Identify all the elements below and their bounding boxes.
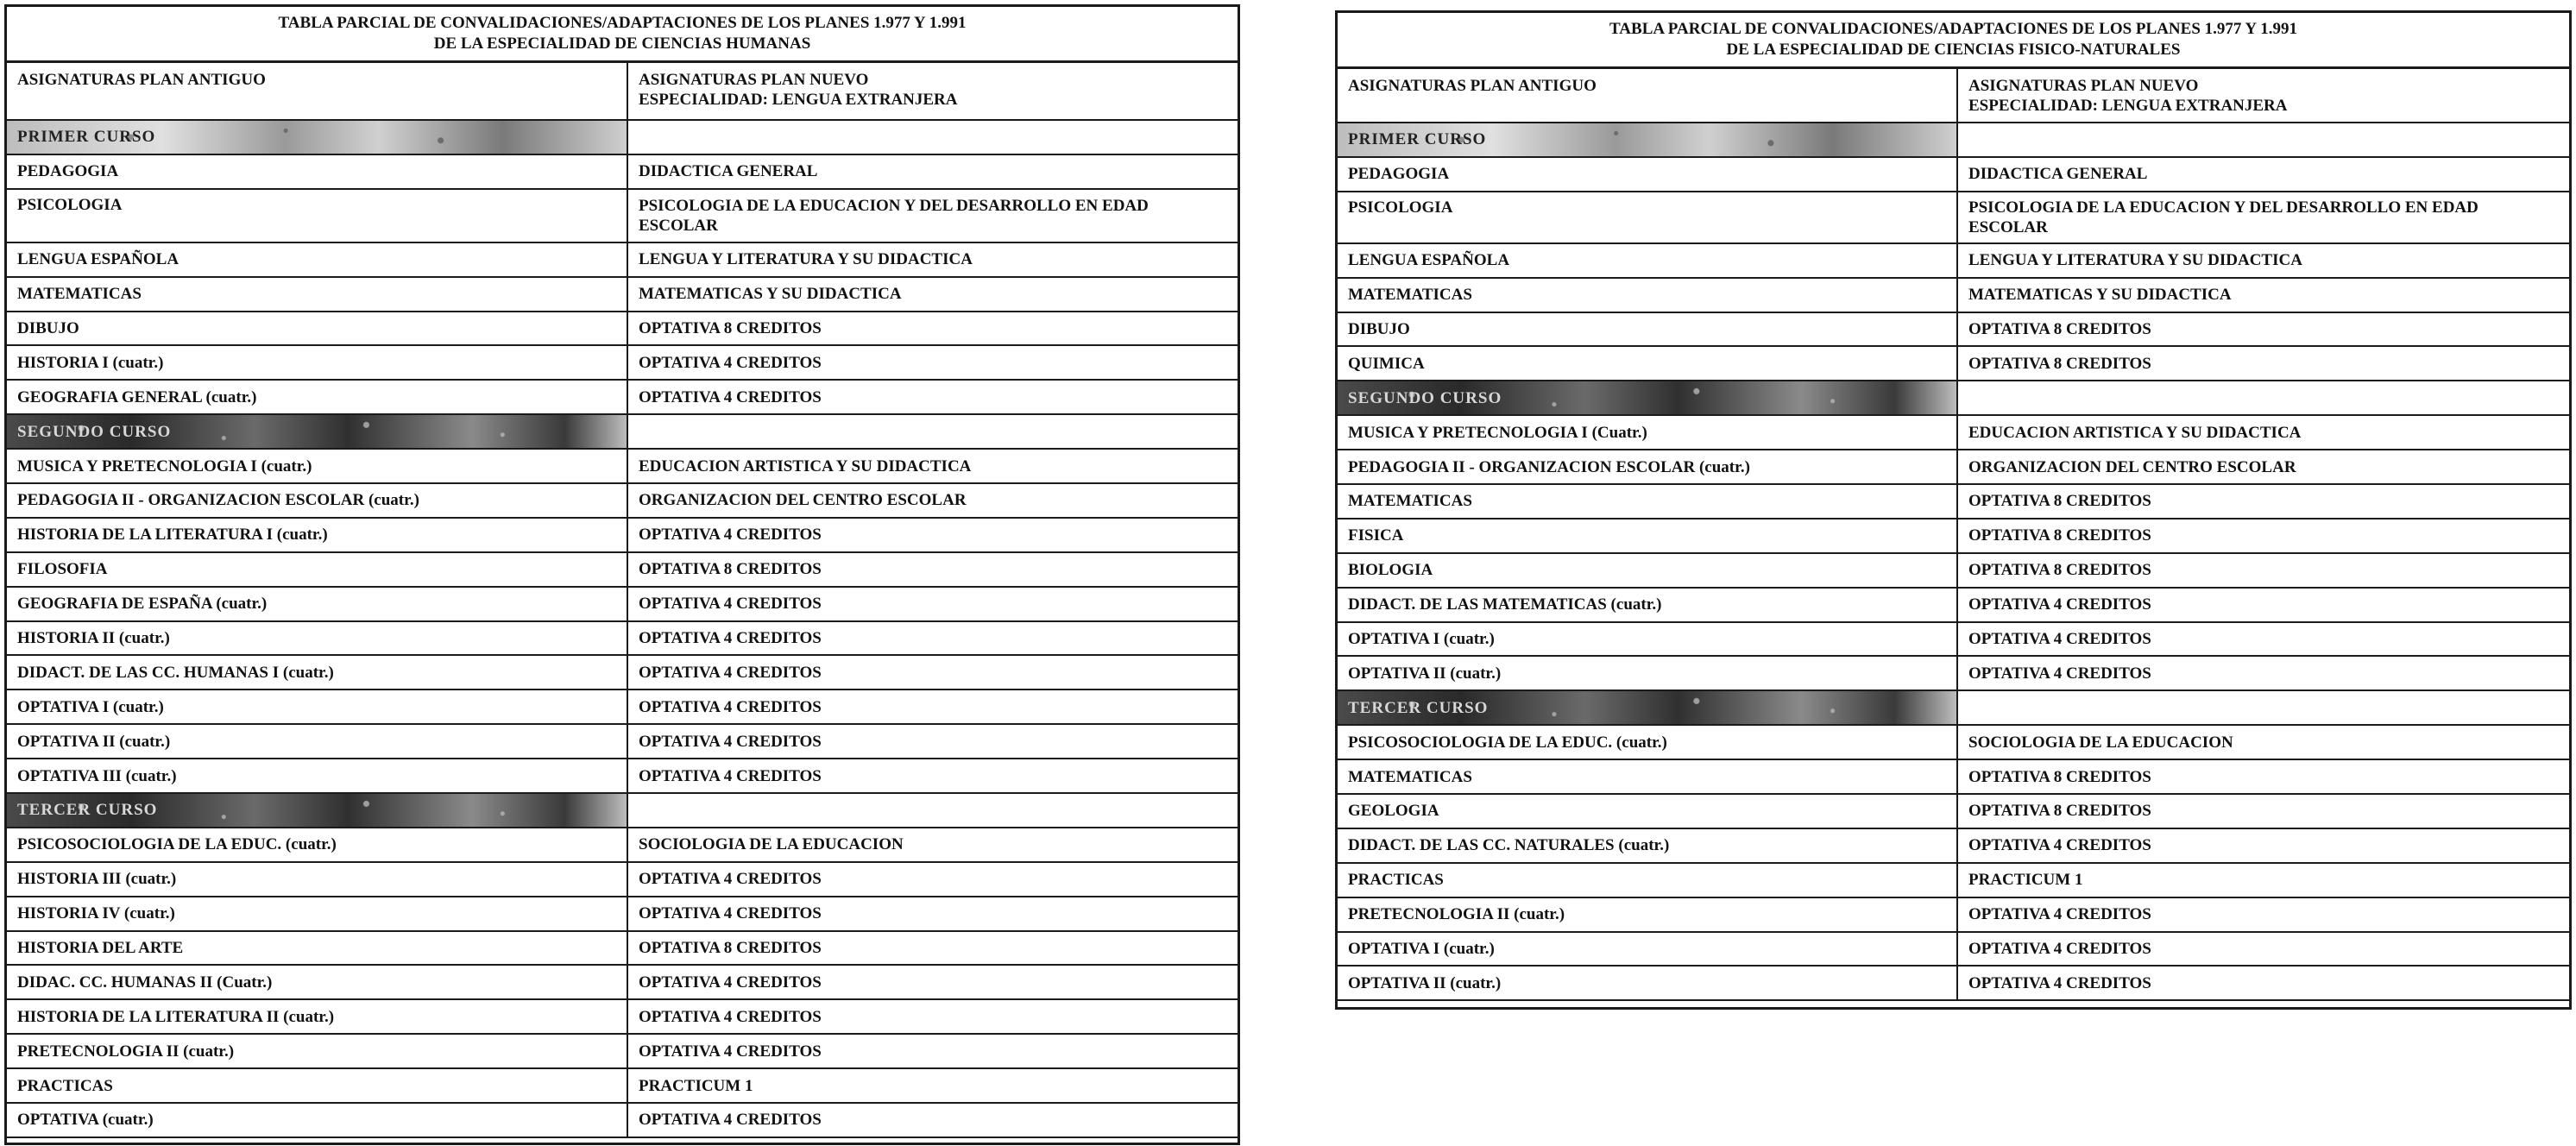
old-subject: GEOGRAFIA GENERAL (cuatr.) bbox=[7, 380, 627, 414]
table-row bbox=[1338, 519, 2569, 553]
table-row bbox=[1338, 863, 2569, 897]
table-row bbox=[7, 552, 1238, 587]
section-row bbox=[7, 793, 1238, 828]
new-subject: LENGUA Y LITERATURA Y SU DIDACTICA bbox=[627, 242, 1238, 277]
old-subject: GEOGRAFIA DE ESPAÑA (cuatr.) bbox=[7, 587, 627, 621]
table-row bbox=[7, 621, 1238, 656]
section-label: SEGUNDO CURSO bbox=[7, 414, 627, 449]
old-subject: OPTATIVA (cuatr.) bbox=[7, 1103, 627, 1137]
table-row bbox=[7, 189, 1238, 242]
table-row bbox=[1338, 794, 2569, 828]
new-subject: OPTATIVA 4 CREDITOS bbox=[1957, 828, 2569, 863]
new-subject: MATEMATICAS Y SU DIDACTICA bbox=[627, 277, 1238, 312]
header-row bbox=[7, 63, 1238, 120]
old-subject: DIDACT. DE LAS MATEMATICAS (cuatr.) bbox=[1338, 588, 1957, 622]
header-old-plan: ASIGNATURAS PLAN ANTIGUO bbox=[1338, 69, 1957, 123]
new-subject: OPTATIVA 4 CREDITOS bbox=[1957, 622, 2569, 657]
old-subject: MUSICA Y PRETECNOLOGIA I (Cuatr.) bbox=[1338, 415, 1957, 450]
new-subject: PSICOLOGIA DE LA EDUCACION Y DEL DESARROLLO EN EDAD ESCOLAR bbox=[627, 189, 1238, 242]
old-subject: MATEMATICAS bbox=[1338, 759, 1957, 794]
table-row bbox=[7, 931, 1238, 966]
table-row bbox=[1338, 484, 2569, 519]
table-row bbox=[7, 154, 1238, 189]
section-row bbox=[1338, 381, 2569, 415]
old-subject: QUIMICA bbox=[1338, 346, 1957, 381]
convalidation-table bbox=[7, 63, 1238, 1138]
old-subject: PRACTICAS bbox=[1338, 863, 1957, 897]
table-row bbox=[1338, 312, 2569, 347]
new-subject: OPTATIVA 4 CREDITOS bbox=[1957, 656, 2569, 690]
table-row bbox=[1338, 932, 2569, 967]
new-subject: OPTATIVA 4 CREDITOS bbox=[627, 965, 1238, 999]
table-row bbox=[1338, 450, 2569, 484]
new-subject: OPTATIVA 4 CREDITOS bbox=[627, 345, 1238, 380]
table-row bbox=[7, 999, 1238, 1034]
new-subject: OPTATIVA 4 CREDITOS bbox=[627, 655, 1238, 689]
table-row bbox=[1338, 278, 2569, 312]
new-subject: EDUCACION ARTISTICA Y SU DIDACTICA bbox=[627, 449, 1238, 483]
old-subject: HISTORIA IV (cuatr.) bbox=[7, 897, 627, 931]
old-subject: MUSICA Y PRETECNOLOGIA I (cuatr.) bbox=[7, 449, 627, 483]
section-row bbox=[7, 120, 1238, 154]
old-subject: PEDAGOGIA II - ORGANIZACION ESCOLAR (cuatr.) bbox=[1338, 450, 1957, 484]
new-subject: OPTATIVA 4 CREDITOS bbox=[627, 587, 1238, 621]
old-subject: LENGUA ESPAÑOLA bbox=[7, 242, 627, 277]
new-subject: ORGANIZACION DEL CENTRO ESCOLAR bbox=[1957, 450, 2569, 484]
old-subject: PSICOSOCIOLOGIA DE LA EDUC. (cuatr.) bbox=[1338, 725, 1957, 759]
old-subject: MATEMATICAS bbox=[1338, 278, 1957, 312]
old-subject: DIBUJO bbox=[1338, 312, 1957, 347]
old-subject: OPTATIVA II (cuatr.) bbox=[1338, 966, 1957, 1000]
new-subject: SOCIOLOGIA DE LA EDUCACION bbox=[627, 828, 1238, 862]
old-subject: PSICOLOGIA bbox=[7, 189, 627, 242]
table-row bbox=[7, 518, 1238, 552]
old-subject: PRACTICAS bbox=[7, 1068, 627, 1103]
table-row bbox=[7, 483, 1238, 518]
table-row bbox=[1338, 157, 2569, 192]
old-subject: PEDAGOGIA II - ORGANIZACION ESCOLAR (cuatr.) bbox=[7, 483, 627, 518]
title-line-2: DE LA ESPECIALIDAD DE CIENCIAS HUMANAS bbox=[433, 35, 811, 53]
new-subject: OPTATIVA 8 CREDITOS bbox=[627, 931, 1238, 966]
section-row bbox=[1338, 690, 2569, 725]
new-subject: MATEMATICAS Y SU DIDACTICA bbox=[1957, 278, 2569, 312]
table-title bbox=[7, 7, 1238, 63]
table-row bbox=[7, 449, 1238, 483]
table-row bbox=[7, 862, 1238, 897]
old-subject: BIOLOGIA bbox=[1338, 553, 1957, 588]
section-empty-cell bbox=[627, 120, 1238, 154]
old-subject: PSICOLOGIA bbox=[1338, 192, 1957, 243]
old-subject: OPTATIVA II (cuatr.) bbox=[1338, 656, 1957, 690]
old-subject: LENGUA ESPAÑOLA bbox=[1338, 243, 1957, 278]
table-row bbox=[7, 689, 1238, 724]
new-subject: OPTATIVA 4 CREDITOS bbox=[1957, 897, 2569, 932]
section-empty-cell bbox=[1957, 690, 2569, 725]
header-old-plan: ASIGNATURAS PLAN ANTIGUO bbox=[7, 63, 627, 120]
header-new-plan-line2: ESPECIALIDAD: LENGUA EXTRANJERA bbox=[1968, 97, 2288, 115]
old-subject: DIBUJO bbox=[7, 312, 627, 346]
new-subject: DIDACTICA GENERAL bbox=[627, 154, 1238, 189]
new-subject: OPTATIVA 4 CREDITOS bbox=[627, 862, 1238, 897]
section-row bbox=[1338, 123, 2569, 157]
old-subject: OPTATIVA I (cuatr.) bbox=[1338, 622, 1957, 657]
new-subject: OPTATIVA 8 CREDITOS bbox=[1957, 346, 2569, 381]
table-row bbox=[7, 828, 1238, 862]
table-ciencias-humanas bbox=[4, 4, 1240, 1145]
old-subject: PSICOSOCIOLOGIA DE LA EDUC. (cuatr.) bbox=[7, 828, 627, 862]
table-row bbox=[7, 1034, 1238, 1068]
table-row bbox=[1338, 346, 2569, 381]
new-subject: OPTATIVA 8 CREDITOS bbox=[1957, 759, 2569, 794]
section-label: PRIMER CURSO bbox=[1338, 123, 1957, 157]
old-subject: HISTORIA II (cuatr.) bbox=[7, 621, 627, 656]
header-row bbox=[1338, 69, 2569, 123]
table-row bbox=[1338, 192, 2569, 243]
new-subject: OPTATIVA 4 CREDITOS bbox=[627, 897, 1238, 931]
table-row bbox=[7, 897, 1238, 931]
table-row bbox=[1338, 553, 2569, 588]
table-row bbox=[1338, 759, 2569, 794]
old-subject: GEOLOGIA bbox=[1338, 794, 1957, 828]
new-subject: OPTATIVA 4 CREDITOS bbox=[627, 689, 1238, 724]
new-subject: OPTATIVA 8 CREDITOS bbox=[1957, 553, 2569, 588]
table-row bbox=[1338, 725, 2569, 759]
table-row bbox=[7, 1103, 1238, 1137]
new-subject: OPTATIVA 4 CREDITOS bbox=[627, 621, 1238, 656]
table-row bbox=[1338, 828, 2569, 863]
table-row bbox=[7, 724, 1238, 759]
new-subject: SOCIOLOGIA DE LA EDUCACION bbox=[1957, 725, 2569, 759]
table-row bbox=[1338, 415, 2569, 450]
table-row bbox=[1338, 243, 2569, 278]
new-subject: OPTATIVA 8 CREDITOS bbox=[627, 552, 1238, 587]
old-subject: PRETECNOLOGIA II (cuatr.) bbox=[7, 1034, 627, 1068]
table-row bbox=[7, 965, 1238, 999]
section-label: TERCER CURSO bbox=[7, 793, 627, 828]
new-subject: OPTATIVA 8 CREDITOS bbox=[1957, 484, 2569, 519]
old-subject: HISTORIA I (cuatr.) bbox=[7, 345, 627, 380]
new-subject: OPTATIVA 8 CREDITOS bbox=[1957, 794, 2569, 828]
new-subject: OPTATIVA 4 CREDITOS bbox=[1957, 588, 2569, 622]
table-row bbox=[7, 277, 1238, 312]
convalidation-table bbox=[1338, 69, 2569, 1001]
header-new-plan-line1: ASIGNATURAS PLAN NUEVO bbox=[639, 71, 869, 89]
section-empty-cell bbox=[627, 414, 1238, 449]
table-row bbox=[1338, 588, 2569, 622]
section-empty-cell bbox=[627, 793, 1238, 828]
old-subject: HISTORIA III (cuatr.) bbox=[7, 862, 627, 897]
table-row bbox=[1338, 897, 2569, 932]
table-row bbox=[1338, 656, 2569, 690]
new-subject: EDUCACION ARTISTICA Y SU DIDACTICA bbox=[1957, 415, 2569, 450]
new-subject: OPTATIVA 4 CREDITOS bbox=[627, 380, 1238, 414]
table-row bbox=[7, 587, 1238, 621]
new-subject: OPTATIVA 4 CREDITOS bbox=[1957, 966, 2569, 1000]
table-ciencias-fisico-naturales bbox=[1335, 10, 2572, 1010]
old-subject: OPTATIVA I (cuatr.) bbox=[1338, 932, 1957, 967]
old-subject: MATEMATICAS bbox=[7, 277, 627, 312]
old-subject: FISICA bbox=[1338, 519, 1957, 553]
old-subject: OPTATIVA III (cuatr.) bbox=[7, 759, 627, 793]
table-row bbox=[7, 759, 1238, 793]
new-subject: OPTATIVA 4 CREDITOS bbox=[627, 1034, 1238, 1068]
new-subject: OPTATIVA 8 CREDITOS bbox=[1957, 312, 2569, 347]
section-label: SEGUNDO CURSO bbox=[1338, 381, 1957, 415]
old-subject: PEDAGOGIA bbox=[7, 154, 627, 189]
section-label: PRIMER CURSO bbox=[7, 120, 627, 154]
table-row bbox=[7, 1068, 1238, 1103]
old-subject: FILOSOFIA bbox=[7, 552, 627, 587]
old-subject: OPTATIVA II (cuatr.) bbox=[7, 724, 627, 759]
new-subject: PRACTICUM 1 bbox=[1957, 863, 2569, 897]
table-row bbox=[1338, 622, 2569, 657]
table-row bbox=[7, 242, 1238, 277]
header-new-plan-line1: ASIGNATURAS PLAN NUEVO bbox=[1968, 77, 2199, 95]
new-subject: OPTATIVA 8 CREDITOS bbox=[1957, 519, 2569, 553]
table-row bbox=[7, 655, 1238, 689]
title-line-1: TABLA PARCIAL DE CONVALIDACIONES/ADAPTACIONES DE LOS PLANES 1.977 Y 1.991 bbox=[1609, 20, 2297, 38]
table-title bbox=[1338, 13, 2569, 69]
old-subject: PEDAGOGIA bbox=[1338, 157, 1957, 192]
table-row bbox=[1338, 966, 2569, 1000]
table-row bbox=[7, 312, 1238, 346]
table-row bbox=[7, 345, 1238, 380]
header-new-plan bbox=[627, 63, 1238, 120]
section-empty-cell bbox=[1957, 123, 2569, 157]
section-label: TERCER CURSO bbox=[1338, 690, 1957, 725]
new-subject: OPTATIVA 4 CREDITOS bbox=[627, 1103, 1238, 1137]
section-empty-cell bbox=[1957, 381, 2569, 415]
new-subject: DIDACTICA GENERAL bbox=[1957, 157, 2569, 192]
new-subject: OPTATIVA 4 CREDITOS bbox=[627, 518, 1238, 552]
new-subject: OPTATIVA 8 CREDITOS bbox=[627, 312, 1238, 346]
old-subject: DIDACT. DE LAS CC. NATURALES (cuatr.) bbox=[1338, 828, 1957, 863]
header-new-plan bbox=[1957, 69, 2569, 123]
section-row bbox=[7, 414, 1238, 449]
new-subject: LENGUA Y LITERATURA Y SU DIDACTICA bbox=[1957, 243, 2569, 278]
old-subject: DIDAC. CC. HUMANAS II (Cuatr.) bbox=[7, 965, 627, 999]
new-subject: OPTATIVA 4 CREDITOS bbox=[627, 759, 1238, 793]
new-subject: ORGANIZACION DEL CENTRO ESCOLAR bbox=[627, 483, 1238, 518]
old-subject: PRETECNOLOGIA II (cuatr.) bbox=[1338, 897, 1957, 932]
old-subject: MATEMATICAS bbox=[1338, 484, 1957, 519]
new-subject: OPTATIVA 4 CREDITOS bbox=[1957, 932, 2569, 967]
new-subject: OPTATIVA 4 CREDITOS bbox=[627, 999, 1238, 1034]
old-subject: HISTORIA DE LA LITERATURA II (cuatr.) bbox=[7, 999, 627, 1034]
old-subject: OPTATIVA I (cuatr.) bbox=[7, 689, 627, 724]
old-subject: DIDACT. DE LAS CC. HUMANAS I (cuatr.) bbox=[7, 655, 627, 689]
header-new-plan-line2: ESPECIALIDAD: LENGUA EXTRANJERA bbox=[639, 91, 958, 109]
title-line-1: TABLA PARCIAL DE CONVALIDACIONES/ADAPTACIONES DE LOS PLANES 1.977 Y 1.991 bbox=[278, 14, 967, 32]
old-subject: HISTORIA DEL ARTE bbox=[7, 931, 627, 966]
old-subject: HISTORIA DE LA LITERATURA I (cuatr.) bbox=[7, 518, 627, 552]
title-line-2: DE LA ESPECIALIDAD DE CIENCIAS FISICO-NATURALES bbox=[1726, 41, 2181, 59]
new-subject: PRACTICUM 1 bbox=[627, 1068, 1238, 1103]
new-subject: PSICOLOGIA DE LA EDUCACION Y DEL DESARROLLO EN EDAD ESCOLAR bbox=[1957, 192, 2569, 243]
new-subject: OPTATIVA 4 CREDITOS bbox=[627, 724, 1238, 759]
table-row bbox=[7, 380, 1238, 414]
